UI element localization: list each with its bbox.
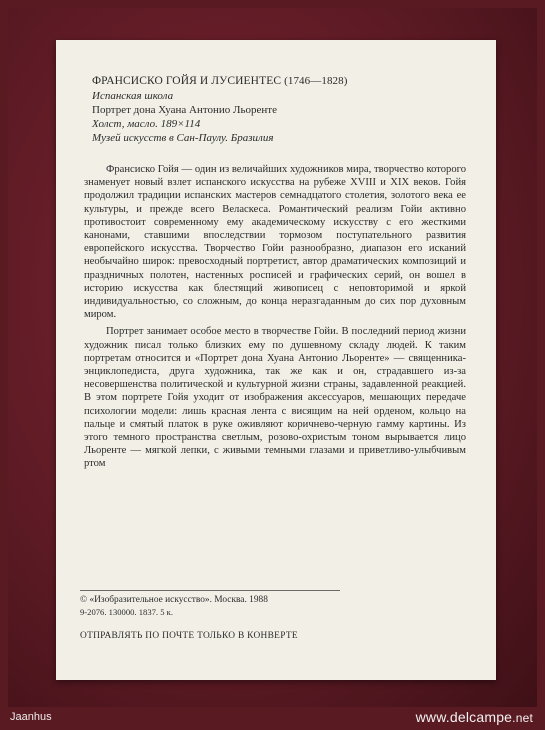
artwork-medium: Холст, масло. 189×114: [92, 118, 201, 130]
watermark-seller: Jaanhus: [10, 711, 52, 723]
art-school: Испанская школа: [92, 90, 174, 102]
copyright-line: © «Изобразительное искусство». Москва. 1988: [80, 595, 268, 605]
artist-title: [92, 74, 466, 89]
artwork-title: Портрет дона Хуана Антонио Льоренте: [92, 104, 277, 116]
artist-name: ФРАНСИСКО ГОЙЯ И ЛУСИЕНТЕС: [92, 75, 282, 87]
card-header: [92, 74, 466, 145]
print-info: 9-2076. 130000. 1837. 5 к.: [80, 606, 173, 617]
mail-notice: ОТПРАВЛЯТЬ ПО ПОЧТЕ ТОЛЬКО В КОНВЕРТЕ: [80, 630, 298, 641]
footer-divider: [80, 590, 340, 591]
watermark-site-name: www.delcampe: [415, 709, 513, 725]
card-footer: [80, 590, 460, 642]
description-text: [84, 163, 466, 471]
paragraph-2: Портрет занимает особое место в творчестве Гойи. В последний период жизни художник писал только близких ему по душевному складу людей. К таким портретам относится и «Портрет дона Хуана Антонио Льоренте» — священника-энциклопедиста, друга художника, так же как и он, страдавшего из-за несовершенства политической и культурной жизни страны, задавленной реакцией. В этом портрете Гойя уходит от изображения аксессуаров, мешающих передаче психологии модели: лишь красная лента с висящим на ней орденом, кольцо на пальце и смятый платок в руке оживляют коричнево-черную гамму картины. Из этого темного пространства светлым, розово-охристым тоном вырывается лицо Льоренте — мягкой лепки, с живыми темными глазами и приветливо-улыбчивым ртом: [84, 326, 466, 470]
paragraph-1: Франсиско Гойя — один из величайших художников мира, творчество которого знаменует новый взлет испанского искусства на рубеже XVIII и XIX веков. Гойя продолжил традиции испанских мастеров семнадцатого столетия, золотого века ее культуры, и прежде всего Веласкеса. Романтический реализм Гойи активно противостоит современному ему академическому искусству с его жесткими канонами, ставшими впоследствии тормозом поступательного развития европейского искусства. Творчество Гойи разнообразно, диапазон его исканий необычайно широк: превосходный портретист, автор драматических композиций и праздничных полотен, настенных росписей и графических серий, он вошел в историю искусства как блестящий живописец с неповторимой и яркой индивидуальностью, со сложным, до конца неразгаданным до сих пор духовным миром.: [84, 164, 466, 321]
artist-years: (1746—1828): [284, 75, 348, 87]
postcard-back: [56, 40, 496, 680]
watermark-site-tld: .net: [512, 711, 533, 725]
artwork-museum: Музей искусств в Сан-Паулу. Бразилия: [92, 132, 274, 144]
watermark-site: [416, 709, 533, 725]
